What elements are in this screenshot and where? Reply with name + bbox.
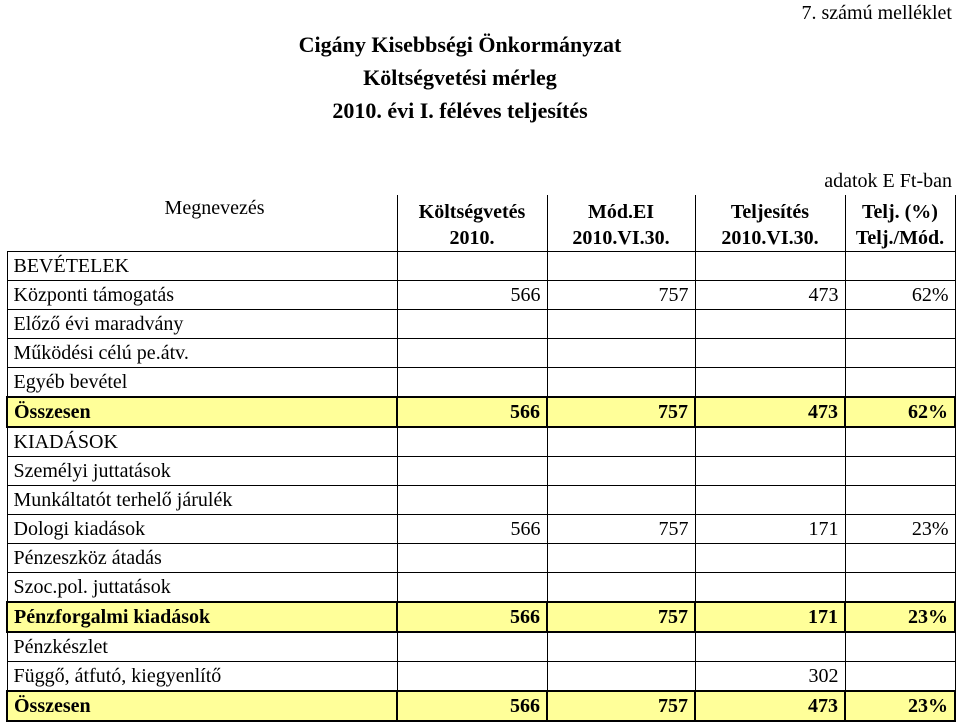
table-row (7, 662, 955, 692)
table-row (7, 281, 955, 310)
row-modified (547, 573, 695, 603)
row-percent (845, 544, 955, 573)
row-modified (547, 339, 695, 368)
row-budget (397, 486, 547, 515)
row-actual: 473 (695, 281, 845, 310)
row-budget: 566 (397, 691, 547, 721)
column-header-actual: Teljesítés 2010.VI.30. (695, 195, 845, 252)
row-actual: 473 (695, 691, 845, 721)
row-budget (397, 457, 547, 486)
row-name: Személyi juttatások (7, 457, 397, 486)
table-row (7, 310, 955, 339)
budget-table (6, 195, 956, 722)
table-row (7, 457, 955, 486)
table-row (7, 486, 955, 515)
row-actual (695, 339, 845, 368)
total-row (7, 602, 955, 632)
total-row (7, 691, 955, 721)
row-percent (845, 339, 955, 368)
row-name: Előző évi maradvány (7, 310, 397, 339)
row-percent: 62% (845, 397, 955, 427)
annex-label: 7. számú melléklet (801, 2, 952, 24)
row-modified (547, 252, 695, 281)
row-actual (695, 544, 845, 573)
table-row (7, 632, 955, 662)
table-row (7, 573, 955, 603)
row-budget (397, 573, 547, 603)
row-budget (397, 427, 547, 457)
row-name: Munkáltatót terhelő járulék (7, 486, 397, 515)
column-header-name: Megnevezés (164, 197, 265, 219)
row-name: Pénzkészlet (7, 632, 397, 662)
row-actual (695, 427, 845, 457)
row-actual (695, 310, 845, 339)
row-actual: 302 (695, 662, 845, 692)
row-budget (397, 662, 547, 692)
title-line-3: 2010. évi I. féléves teljesítés (332, 98, 588, 123)
document-title (250, 28, 670, 127)
row-budget (397, 368, 547, 398)
row-budget: 566 (397, 281, 547, 310)
row-name: Pénzeszköz átadás (7, 544, 397, 573)
row-modified (547, 427, 695, 457)
row-modified: 757 (547, 602, 695, 632)
row-name: Működési célú pe.átv. (7, 339, 397, 368)
table-row (7, 427, 955, 457)
column-header-modified: Mód.EI 2010.VI.30. (547, 195, 695, 252)
row-budget (397, 544, 547, 573)
row-name: Dologi kiadások (7, 515, 397, 544)
row-percent (845, 632, 955, 662)
row-name: Egyéb bevétel (7, 368, 397, 398)
row-percent: 23% (845, 515, 955, 544)
table-row (7, 544, 955, 573)
row-modified (547, 544, 695, 573)
row-budget: 566 (397, 397, 547, 427)
row-modified: 757 (547, 691, 695, 721)
table-row (7, 339, 955, 368)
row-budget (397, 632, 547, 662)
row-modified (547, 486, 695, 515)
row-actual (695, 457, 845, 486)
row-budget (397, 252, 547, 281)
row-name: KIADÁSOK (7, 427, 397, 457)
row-percent (845, 427, 955, 457)
row-modified (547, 457, 695, 486)
row-name: Pénzforgalmi kiadások (7, 602, 397, 632)
row-actual (695, 632, 845, 662)
row-percent (845, 573, 955, 603)
unit-note: adatok E Ft-ban (824, 170, 952, 192)
row-percent (845, 252, 955, 281)
row-budget: 566 (397, 602, 547, 632)
table-row (7, 515, 955, 544)
title-line-2: Költségvetési mérleg (363, 65, 557, 90)
row-actual: 171 (695, 602, 845, 632)
row-actual (695, 573, 845, 603)
row-name: Összesen (7, 397, 397, 427)
row-percent: 23% (845, 602, 955, 632)
header-row (7, 195, 955, 252)
column-header-budget: Költségvetés 2010. (397, 195, 547, 252)
row-modified (547, 662, 695, 692)
row-name: Szoc.pol. juttatások (7, 573, 397, 603)
row-modified: 757 (547, 281, 695, 310)
row-budget (397, 339, 547, 368)
row-budget (397, 310, 547, 339)
column-header-percent: Telj. (%) Telj./Mód. (845, 195, 955, 252)
row-actual: 171 (695, 515, 845, 544)
row-actual (695, 486, 845, 515)
title-line-1: Cigány Kisebbségi Önkormányzat (298, 32, 622, 57)
row-name: BEVÉTELEK (7, 252, 397, 281)
row-percent: 62% (845, 281, 955, 310)
row-budget: 566 (397, 515, 547, 544)
row-name: Összesen (7, 691, 397, 721)
row-modified (547, 368, 695, 398)
row-percent (845, 310, 955, 339)
row-modified (547, 632, 695, 662)
row-modified (547, 310, 695, 339)
total-row (7, 397, 955, 427)
row-name: Függő, átfutó, kiegyenlítő (7, 662, 397, 692)
row-percent (845, 457, 955, 486)
row-percent: 23% (845, 691, 955, 721)
row-actual (695, 368, 845, 398)
row-percent (845, 486, 955, 515)
row-modified: 757 (547, 397, 695, 427)
row-name: Központi támogatás (7, 281, 397, 310)
row-modified: 757 (547, 515, 695, 544)
table-row (7, 252, 955, 281)
row-percent (845, 368, 955, 398)
row-actual: 473 (695, 397, 845, 427)
table-row (7, 368, 955, 398)
row-percent (845, 662, 955, 692)
row-actual (695, 252, 845, 281)
